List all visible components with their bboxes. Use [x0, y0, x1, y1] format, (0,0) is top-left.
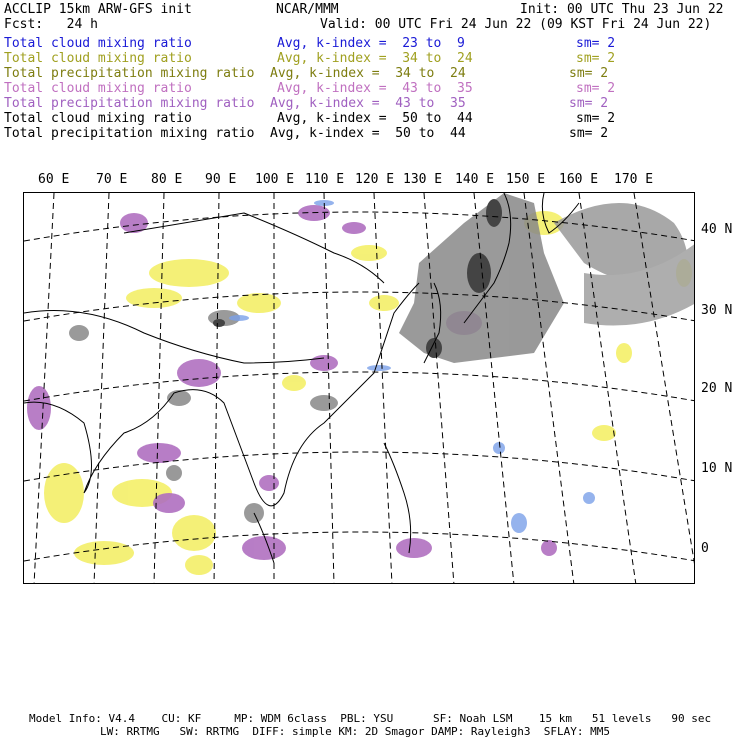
field-name-4: Total cloud mixing ratio [4, 81, 192, 96]
footer-physics-info: LW: RRTMG SW: RRTMG DIFF: simple KM: 2D Smagor DAMP: Rayleigh3 SFLAY: MM5 [100, 725, 610, 738]
lat-label: 0 [701, 541, 709, 556]
lon-label: 120 E [355, 172, 395, 187]
lon-label: 110 E [305, 172, 345, 187]
lat-label: 20 N [701, 381, 733, 396]
field-name-6: Total cloud mixing ratio [4, 111, 192, 126]
center-label: NCAR/MMM [276, 2, 339, 17]
lon-label: 140 E [455, 172, 495, 187]
map-canvas [24, 193, 695, 584]
field-avg-3: Avg, k-index = 34 to 24 [270, 66, 466, 81]
field-sm-3: sm= 2 [569, 66, 609, 81]
lon-label: 80 E [151, 172, 183, 187]
field-avg-5: Avg, k-index = 43 to 35 [270, 96, 466, 111]
chart-title: ACCLIP 15km ARW-GFS init [4, 2, 192, 17]
lon-label: 170 E [614, 172, 654, 187]
init-time: Init: 00 UTC Thu 23 Jun 22 [520, 2, 724, 17]
field-avg-7: Avg, k-index = 50 to 44 [270, 126, 466, 141]
lon-label: 100 E [255, 172, 295, 187]
field-sm-7: sm= 2 [569, 126, 609, 141]
map-panel [23, 192, 695, 584]
lat-label: 40 N [701, 222, 733, 237]
footer-model-info: Model Info: V4.4 CU: KF MP: WDM 6class PBL: YSU SF: Noah LSM 15 km 51 levels 90 sec [29, 712, 712, 725]
lat-label: 30 N [701, 303, 733, 318]
lon-label: 150 E [506, 172, 546, 187]
field-name-3: Total precipitation mixing ratio [4, 66, 255, 81]
field-name-2: Total cloud mixing ratio [4, 51, 192, 66]
valid-time: Valid: 00 UTC Fri 24 Jun 22 (09 KST Fri 24 Jun 22) [320, 17, 712, 32]
field-avg-1: Avg, k-index = 23 to 9 [277, 36, 465, 51]
lon-label: 160 E [559, 172, 599, 187]
field-sm-2: sm= 2 [576, 51, 616, 66]
field-name-7: Total precipitation mixing ratio [4, 126, 255, 141]
field-sm-6: sm= 2 [576, 111, 616, 126]
lon-label: 130 E [403, 172, 443, 187]
forecast-hour: Fcst: 24 h [4, 17, 98, 32]
lon-label: 90 E [205, 172, 237, 187]
field-sm-4: sm= 2 [576, 81, 616, 96]
field-avg-6: Avg, k-index = 50 to 44 [277, 111, 473, 126]
lat-label: 10 N [701, 461, 733, 476]
field-name-1: Total cloud mixing ratio [4, 36, 192, 51]
lon-label: 60 E [38, 172, 70, 187]
field-sm-5: sm= 2 [569, 96, 609, 111]
field-name-5: Total precipitation mixing ratio [4, 96, 255, 111]
field-avg-4: Avg, k-index = 43 to 35 [277, 81, 473, 96]
lon-label: 70 E [96, 172, 128, 187]
field-avg-2: Avg, k-index = 34 to 24 [277, 51, 473, 66]
field-sm-1: sm= 2 [576, 36, 616, 51]
